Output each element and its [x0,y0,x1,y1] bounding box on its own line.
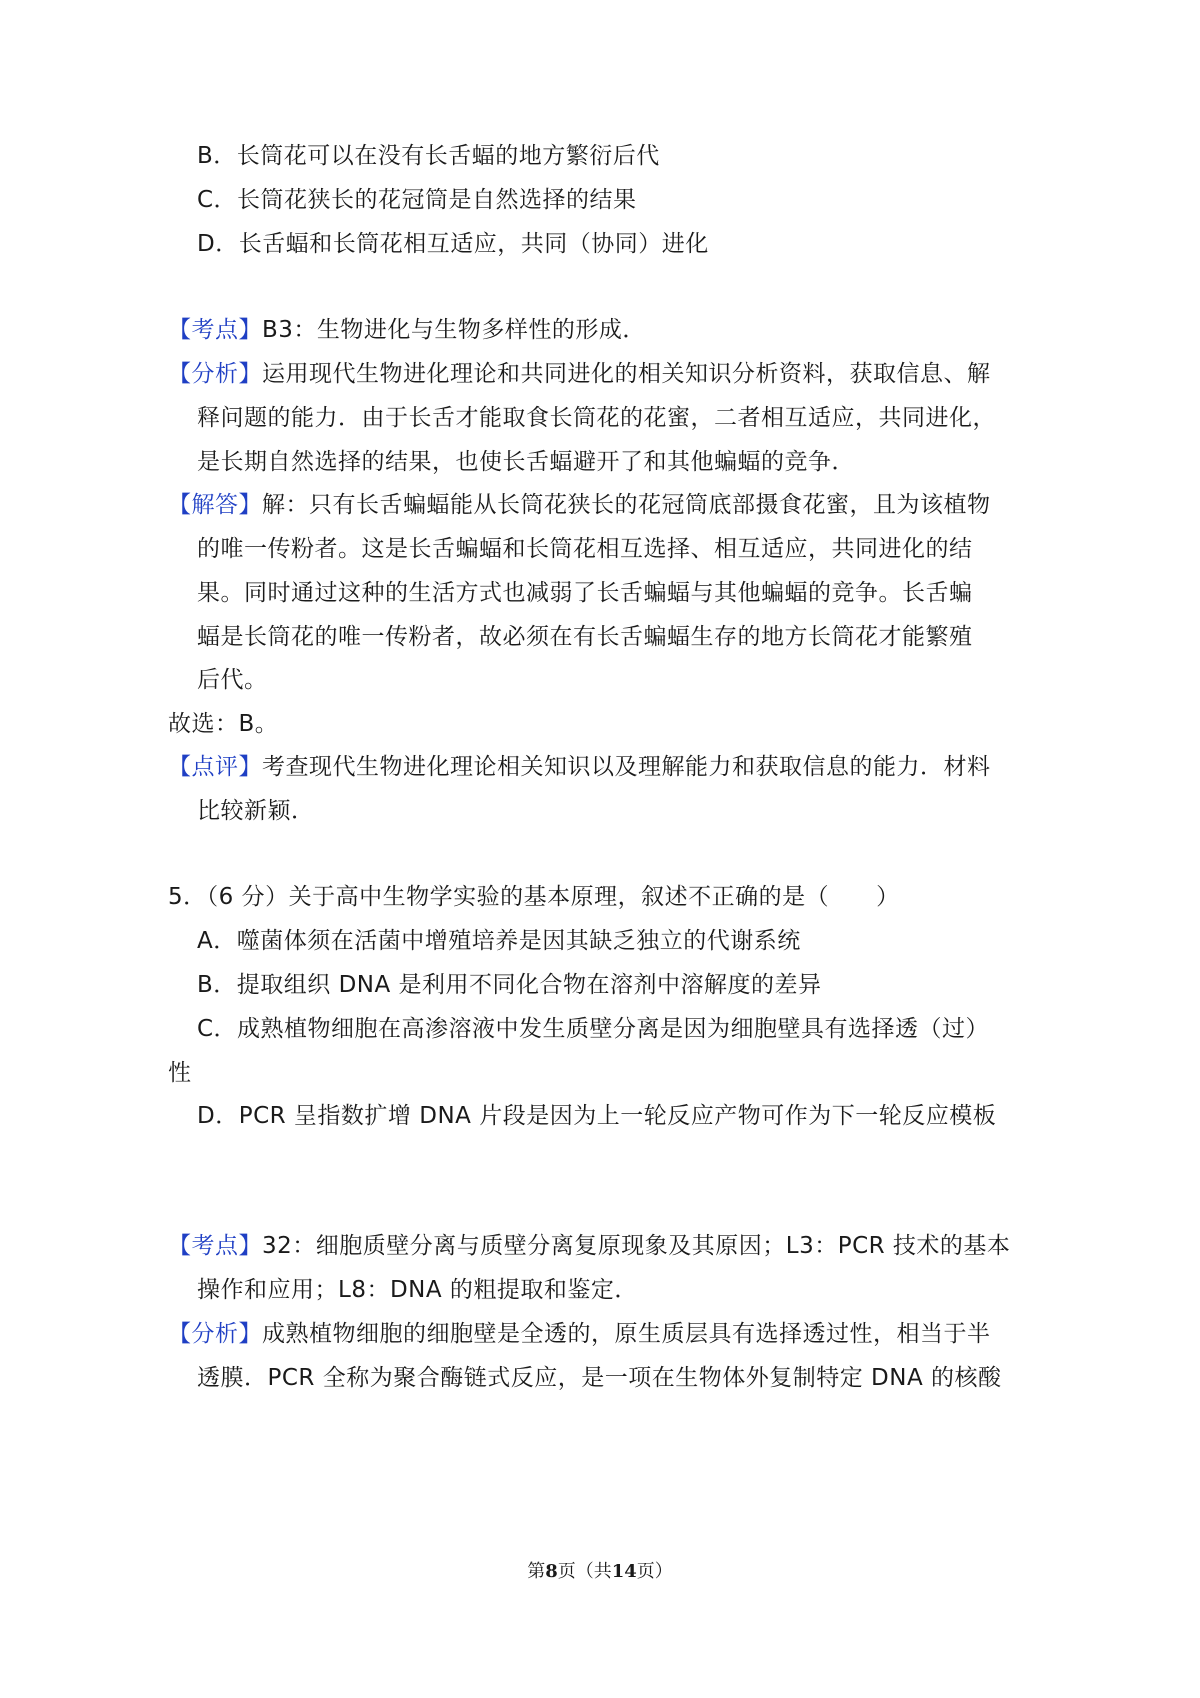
page-footer [0,1560,1200,1584]
q5-fenxi-line-1 [168,1318,991,1350]
q5-kaodian-line-2: 操作和应用；L8：DNA 的粗提取和鉴定． [197,1277,638,1303]
q5-option-c-line-1: C．成熟植物细胞在高渗溶液中发生质壁分离是因为细胞壁具有选择透（过） [197,1016,990,1042]
kaodian-text: B3：生物进化与生物多样性的形成． [262,317,646,343]
fenxi-tag: 【分析】 [168,361,262,387]
q4-fenxi-line-1 [168,358,991,390]
q4-dianping-line-1 [168,751,991,783]
q4-answer: 故选：B。 [168,711,279,737]
q4-option-c: C．长筒花狭长的花冠筒是自然选择的结果 [197,187,637,213]
dianping-tag: 【点评】 [168,754,262,780]
q5-option-b: B．提取组织 DNA 是利用不同化合物在溶剂中溶解度的差异 [197,972,822,998]
footer-middle: 页（共 [557,1561,612,1582]
q4-option-b: B．长筒花可以在没有长舌蝠的地方繁衍后代 [197,143,660,169]
kaodian-text: 32：细胞质壁分离与质壁分离复原现象及其原因；L3：PCR 技术的基本 [262,1233,1011,1259]
fenxi-text: 运用现代生物进化理论和共同进化的相关知识分析资料，获取信息、解 [262,361,991,387]
q5-kaodian-line-1 [168,1230,1010,1262]
q4-kaodian [168,314,646,346]
jieda-tag: 【解答】 [168,492,262,518]
dianping-text: 考查现代生物进化理论相关知识以及理解能力和获取信息的能力．材料 [262,754,991,780]
jieda-text: 解：只有长舌蝙蝠能从长筒花狭长的花冠筒底部摄食花蜜，且为该植物 [262,492,991,518]
q5-fenxi-line-2: 透膜．PCR 全称为聚合酶链式反应，是一项在生物体外复制特定 DNA 的核酸 [197,1365,1002,1391]
q4-jieda-line-2: 的唯一传粉者。这是长舌蝙蝠和长筒花相互选择、相互适应，共同进化的结 [197,536,973,562]
q5-option-d: D．PCR 呈指数扩增 DNA 片段是因为上一轮反应产物可作为下一轮反应模板 [197,1103,997,1129]
q4-option-d: D．长舌蝠和长筒花相互适应，共同（协同）进化 [197,231,709,257]
q4-jieda-line-1 [168,489,991,521]
footer-suffix: 页） [636,1561,673,1582]
q5-option-c-line-2: 性 [168,1060,192,1086]
footer-total-pages: 14 [611,1561,637,1582]
kaodian-tag: 【考点】 [168,1233,262,1259]
q4-jieda-line-4: 蝠是长筒花的唯一传粉者，故必须在有长舌蝙蝠生存的地方长筒花才能繁殖 [197,624,973,650]
q5-stem: 5．（6 分）关于高中生物学实验的基本原理，叙述不正确的是（ ） [168,884,900,910]
q4-jieda-line-3: 果。同时通过这种的生活方式也减弱了长舌蝙蝠与其他蝙蝠的竞争。长舌蝙 [197,580,973,606]
kaodian-tag: 【考点】 [168,317,262,343]
q4-dianping-line-2: 比较新颖． [197,798,315,824]
fenxi-tag: 【分析】 [168,1321,262,1347]
q4-jieda-line-5: 后代。 [197,667,268,693]
footer-prefix: 第 [527,1561,546,1582]
footer-page-number: 8 [545,1561,558,1582]
q4-fenxi-line-3: 是长期自然选择的结果，也使长舌蝠避开了和其他蝙蝠的竞争． [197,449,855,475]
fenxi-text: 成熟植物细胞的细胞壁是全透的，原生质层具有选择透过性，相当于半 [262,1321,991,1347]
q5-option-a: A．噬菌体须在活菌中增殖培养是因其缺乏独立的代谢系统 [197,928,801,954]
q4-fenxi-line-2: 释问题的能力．由于长舌才能取食长筒花的花蜜，二者相互适应，共同进化， [197,405,996,431]
